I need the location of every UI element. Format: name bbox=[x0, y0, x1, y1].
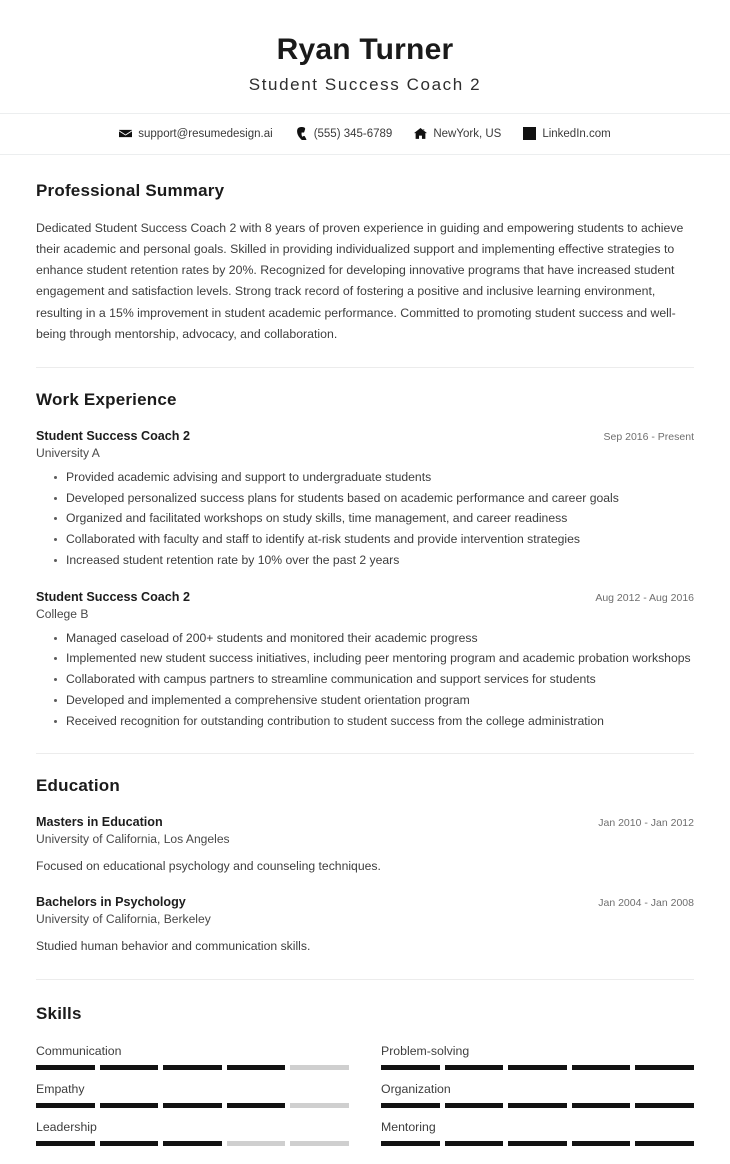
experience-date: Sep 2016 - Present bbox=[603, 430, 694, 443]
skill-segment-filled bbox=[508, 1065, 567, 1070]
skill-segment-filled bbox=[381, 1065, 440, 1070]
resume-header bbox=[0, 0, 730, 113]
education-date: Jan 2010 - Jan 2012 bbox=[598, 816, 694, 829]
contact-location[interactable] bbox=[414, 127, 501, 140]
skill-rating-bar bbox=[381, 1065, 694, 1070]
skill-segment-empty bbox=[290, 1141, 349, 1146]
skill-name: Communication bbox=[36, 1043, 122, 1058]
education-school: University of California, Los Angeles bbox=[36, 831, 230, 846]
list-item: Increased student retention rate by 10% over the past 2 years bbox=[66, 551, 694, 571]
skill-segment-filled bbox=[445, 1065, 504, 1070]
section-skills bbox=[0, 980, 730, 1164]
skill-segment-filled bbox=[381, 1103, 440, 1108]
skill-segment-empty bbox=[227, 1141, 286, 1146]
list-item: Collaborated with faculty and staff to identify at-risk students and provide intervention strategies bbox=[66, 530, 694, 550]
skill-segment-filled bbox=[445, 1103, 504, 1108]
section-title-skills: Skills bbox=[36, 1003, 82, 1023]
skill-item bbox=[36, 1120, 349, 1158]
skill-segment-filled bbox=[100, 1141, 159, 1146]
linkedin-icon bbox=[523, 127, 536, 140]
skill-segment-filled bbox=[227, 1103, 286, 1108]
education-school: University of California, Berkeley bbox=[36, 912, 211, 927]
skill-segment-filled bbox=[572, 1065, 631, 1070]
skill-rating-bar bbox=[36, 1141, 349, 1146]
envelope-icon bbox=[119, 127, 132, 140]
list-item: Organized and facilitated workshops on study skills, time management, and career readiness bbox=[66, 509, 694, 529]
skill-segment-filled bbox=[635, 1141, 694, 1146]
education-entry bbox=[36, 895, 694, 957]
education-entry bbox=[36, 815, 694, 877]
skill-name: Leadership bbox=[36, 1119, 97, 1134]
section-title-education: Education bbox=[36, 775, 120, 795]
section-professional-summary bbox=[0, 155, 730, 367]
contact-email-label: support@resumedesign.ai bbox=[138, 127, 273, 140]
skill-segment-empty bbox=[290, 1103, 349, 1108]
contact-linkedin-label: LinkedIn.com bbox=[542, 127, 611, 140]
candidate-job-title: Student Success Coach 2 bbox=[248, 75, 482, 94]
education-degree: Masters in Education bbox=[36, 814, 163, 829]
skill-segment-filled bbox=[100, 1103, 159, 1108]
skill-segment-filled bbox=[36, 1141, 95, 1146]
skill-segment-filled bbox=[445, 1141, 504, 1146]
contact-linkedin[interactable] bbox=[523, 127, 610, 140]
contact-phone-label: (555) 345-6789 bbox=[313, 127, 393, 140]
education-degree: Bachelors in Psychology bbox=[36, 895, 186, 910]
skill-segment-filled bbox=[163, 1141, 222, 1146]
experience-role: Student Success Coach 2 bbox=[36, 428, 190, 443]
skill-segment-filled bbox=[36, 1065, 95, 1070]
skill-segment-filled bbox=[100, 1065, 159, 1070]
section-title-experience: Work Experience bbox=[36, 389, 177, 409]
skill-segment-filled bbox=[163, 1103, 222, 1108]
experience-date: Aug 2012 - Aug 2016 bbox=[595, 591, 694, 604]
skill-name: Organization bbox=[381, 1081, 451, 1096]
skill-rating-bar bbox=[381, 1141, 694, 1146]
skill-item bbox=[381, 1082, 694, 1120]
skill-item bbox=[36, 1044, 349, 1082]
experience-entry bbox=[36, 590, 694, 732]
home-icon bbox=[414, 127, 427, 140]
experience-organization: University A bbox=[36, 445, 100, 460]
list-item: Received recognition for outstanding contribution to student success from the college administration bbox=[66, 712, 694, 732]
skill-item bbox=[381, 1120, 694, 1158]
summary-text: Dedicated Student Success Coach 2 with 8 years of proven experience in guiding and empowering students to achieve their academic and personal goals. Skilled in providing individualized support and implementing effective strategies to enhance student retention rates by 20%. Recognized for developing innovative programs that have increased student engagement and satisfaction levels. Strong track record of fostering a positive and inclusive learning environment, resulting in a 15% improvement in student academic performance. Committed to promoting student success and well-being through mentorship, advocacy, and collaboration. bbox=[36, 221, 684, 341]
contact-phone[interactable] bbox=[295, 127, 393, 140]
skill-rating-bar bbox=[36, 1103, 349, 1108]
skill-segment-filled bbox=[508, 1103, 567, 1108]
candidate-name: Ryan Turner bbox=[276, 33, 454, 66]
experience-entry bbox=[36, 429, 694, 571]
skill-rating-bar bbox=[381, 1103, 694, 1108]
skill-segment-filled bbox=[508, 1141, 567, 1146]
experience-organization: College B bbox=[36, 606, 89, 621]
skill-segment-filled bbox=[572, 1103, 631, 1108]
list-item: Developed and implemented a comprehensive student orientation program bbox=[66, 691, 694, 711]
education-date: Jan 2004 - Jan 2008 bbox=[598, 897, 694, 910]
skill-segment-empty bbox=[290, 1065, 349, 1070]
experience-bullets bbox=[36, 629, 694, 732]
skill-segment-filled bbox=[163, 1065, 222, 1070]
section-education bbox=[0, 754, 730, 979]
section-title-summary: Professional Summary bbox=[36, 181, 225, 200]
skill-item bbox=[36, 1082, 349, 1120]
section-work-experience bbox=[0, 368, 730, 753]
education-description: Focused on educational psychology and counseling techniques. bbox=[36, 858, 381, 873]
skill-name: Empathy bbox=[36, 1081, 85, 1096]
skill-name: Problem-solving bbox=[381, 1043, 470, 1058]
list-item: Managed caseload of 200+ students and monitored their academic progress bbox=[66, 629, 694, 649]
list-item: Developed personalized success plans for students based on academic performance and career goals bbox=[66, 489, 694, 509]
contact-bar bbox=[0, 113, 730, 155]
experience-entry-head bbox=[36, 590, 694, 604]
list-item: Collaborated with campus partners to streamline communication and support services for students bbox=[66, 670, 694, 690]
skill-segment-filled bbox=[381, 1141, 440, 1146]
skill-segment-filled bbox=[572, 1141, 631, 1146]
skill-segment-filled bbox=[635, 1065, 694, 1070]
contact-location-label: NewYork, US bbox=[433, 127, 502, 140]
phone-icon bbox=[295, 127, 308, 140]
skill-rating-bar bbox=[36, 1065, 349, 1070]
education-description: Studied human behavior and communication skills. bbox=[36, 939, 311, 954]
experience-entry-head bbox=[36, 429, 694, 443]
skill-item bbox=[381, 1044, 694, 1082]
skill-segment-filled bbox=[227, 1065, 286, 1070]
experience-bullets bbox=[36, 468, 694, 571]
skills-grid bbox=[36, 1044, 694, 1158]
contact-email[interactable] bbox=[119, 127, 272, 140]
education-entry-head bbox=[36, 895, 694, 909]
skill-name: Mentoring bbox=[381, 1119, 436, 1134]
experience-role: Student Success Coach 2 bbox=[36, 589, 190, 604]
skill-segment-filled bbox=[635, 1103, 694, 1108]
skill-segment-filled bbox=[36, 1103, 95, 1108]
list-item: Implemented new student success initiatives, including peer mentoring program and academic probation workshops bbox=[66, 649, 694, 669]
list-item: Provided academic advising and support to undergraduate students bbox=[66, 468, 694, 488]
education-entry-head bbox=[36, 815, 694, 829]
